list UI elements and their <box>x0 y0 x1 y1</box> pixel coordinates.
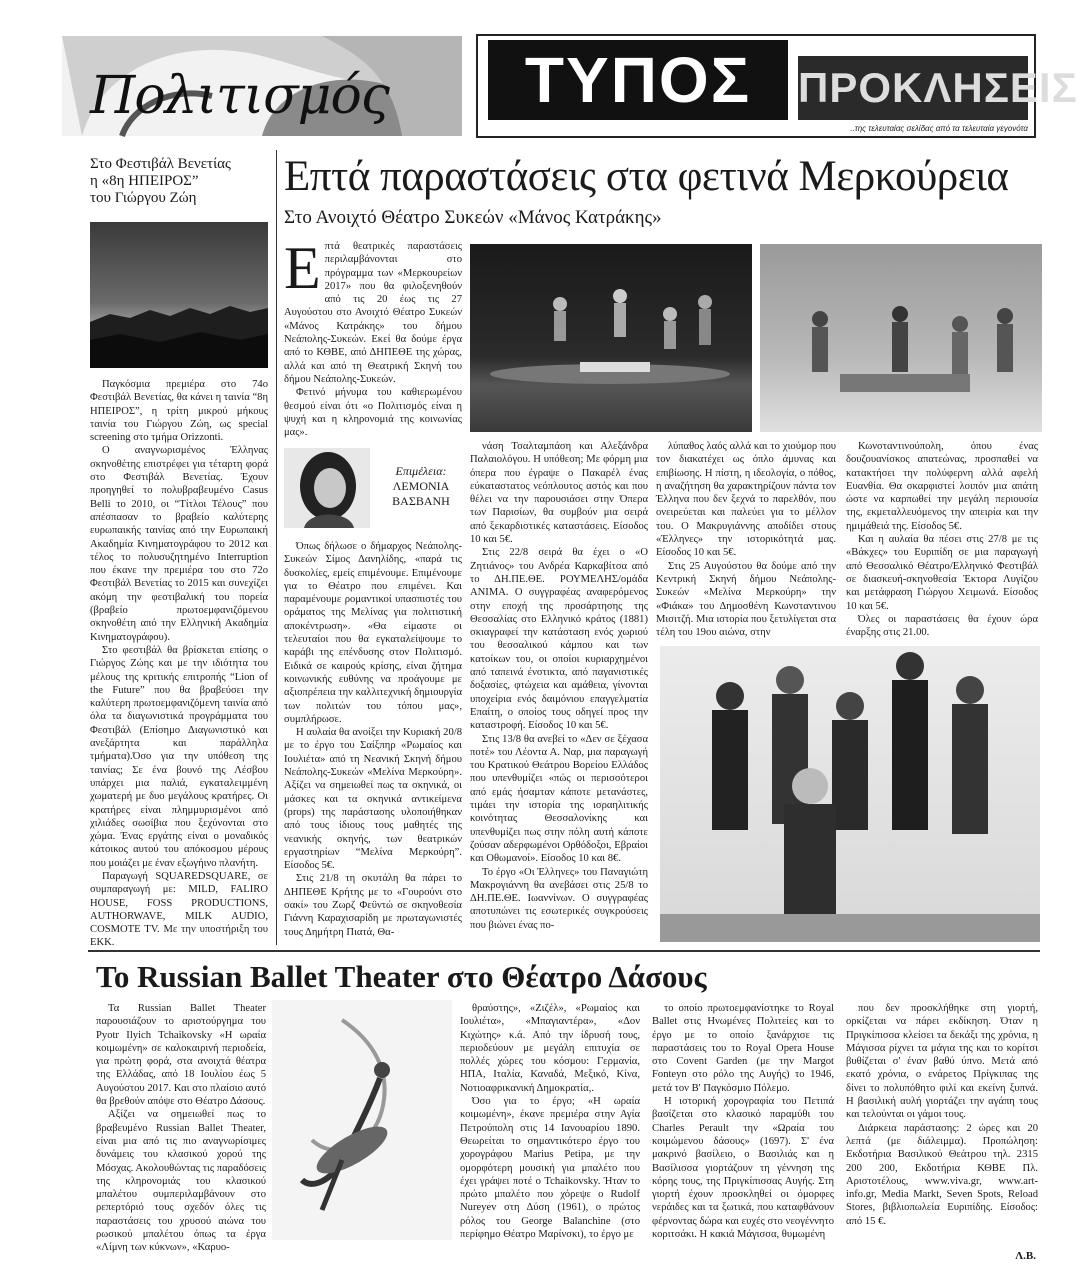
side-title <box>90 156 270 207</box>
side-title-line: του Γιώργου Ζώη <box>90 190 197 206</box>
side-paragraph: Παγκόσμια πρεμιέρα στο 74ο Φεστιβάλ Βενετίας, θα κάνει η ταινία “8η ΗΠΕΙΡΟΣ”, η τρίτη μικρού μήκους ταινία του Γιώργου Ζώη, ως special screening στο τμήμα Orizzonti. <box>90 379 268 444</box>
dancer-graphic <box>272 1000 452 1240</box>
ballet-col-1 <box>96 1002 266 1272</box>
main-paragraph: Και η αυλαία θα πέσει στις 27/8 με τις «Βάκχες» του Ευριπίδη σε μια παραγωγή από Θεσσαλικό Θέατρο/Ελληνικό Φεστιβάλ σε διασκευή-σκηνοθεσία Έκτορα Λυγίζου και μετάφραση Γιώργου Χειμωνά. Είσοδος 10 και 5€. <box>846 534 1038 612</box>
rehearsal-photo-2 <box>760 244 1042 432</box>
ballet-col-3 <box>652 1002 834 1272</box>
main-intro <box>284 235 462 440</box>
actors-graphic <box>470 244 752 432</box>
main-paragraph: Στις 25 Αυγούστου θα δούμε από την Κεντρική Σκηνή δήμου Νεάπολης-Συκεών «Μελίνα Μερκούρη» την «Φιάκα» του Δημοσθένη Κωνσταντινου Μισιτζή. Μια ιστορία που ξετυλίγεται στα τέλη του 19ου αιώνα, στην <box>656 560 836 639</box>
byline-name: ΒΑΣΒΑΝΗ <box>392 494 450 508</box>
main-paragraph: Η αυλαία θα ανοίξει την Κυριακή 20/8 με το έργο του Σαίξπηρ «Ρωμαίος και Ιουλιέτα» από τη Νεανική Σκηνή δήμου Νεάπολης-Συκεών «Μελίνα Μερκούρη». Αξίζει να σημειωθεί πως τα σκηνικά, οι μάσκες και τα σκηνικά αντικείμενα (props) της παράστασης υλοποιήθηκαν από τους ίδιους τους μαθητές της νεανικής σκηνής, των θεατρικών εργαστηρίων “Μελίνα Μερκούρη”. Είσοδος 5€. <box>284 727 462 872</box>
portrait-graphic <box>284 448 370 528</box>
side-article-body <box>90 378 268 949</box>
ballet-paragraph: Διάρκεια παράστασης: 2 ώρες και 20 λεπτά (με διάλειμμα). Προπώληση: Εκδοτήρια Βασιλικού Θεάτρου τηλ. 2315 200 200, Εκδοτήρια ΚΘΒΕ Πλ. Αριστοτέλους, www.viva.gr, www.art-info.gr, Media Markt, Seven Spots, Reload Stores, βιβλιοπωλεία Ευριπίδης. Είσοδος: από 15 €. <box>846 1122 1038 1227</box>
tagline: ..της τελευταίας σελίδας από τα τελευταία γεγονότα <box>850 124 1028 133</box>
side-paragraph: Στο φεστιβάλ θα βρίσκεται επίσης ο Γιώργος Ζώης και με την ιδιότητα του μέλους της κριτικής επιτροπής “Lion of the Future” που θα βραβεύσει την καλύτερη πρωτοεμφανιζόμενη ταινία από όλα τα διαγωνιστικά προγράμματα του Φεστιβάλ (Επίσημο Διαγωνιστικό και ανεξάρτητα και παράλληλα τμήματα).Όσο για την υπόθεση της ταινίας; Σε ένα βουνό της Λέσβου υπάρχει μια παλιά, εγκαταλειμμένη χωματερή με δυο μεγάλους κρατήρες. Οι κρατήρες είναι πλημμυρισμένοι από χιλιάδες σωσίβια που ξεχύνονται στο χώμα. Ένας εργάτης είναι ο μοναδικός κάτοικος αυτού του απόκοσμου μέρους που μοιάζει με έναν εξωγήινο πλανήτη. <box>90 644 268 869</box>
byline-name: ΛΕΜΟΝΙΑ <box>392 479 450 493</box>
main-paragraph: νάση Τσαλταμπάση και Αλεξάνδρα Παλαιολόγου. Η υπόθεση; Με φόρμη μια όπερα που έγραψε ο Πακαρέλ ένας εύκαταστατος νεόπλουτος αστός και που θέλει να την παρουσιάσει στην Όπερα των Παρισίων, θα συμβούν μια σειρά από ξεκαρδιστικές καταστάσεις. Είσοδος 10 και 5€. <box>470 441 648 546</box>
main-col-2 <box>470 440 648 940</box>
section-banner <box>62 36 462 136</box>
ballet-headline: Το Russian Ballet Theater στο Θέατρο Δάσους <box>96 959 707 994</box>
main-col-1 <box>284 540 462 940</box>
ballet-col-2 <box>460 1002 640 1272</box>
cast-photo <box>660 646 1040 942</box>
main-col-3 <box>656 440 836 660</box>
main-paragraph: Όλες οι παραστάσεις θα έχουν ώρα έναρξης στις 21.00. <box>846 613 1038 639</box>
main-subhead: Στο Ανοιχτό Θέατρο Συκεών «Μάνος Κατράκης» <box>284 207 662 228</box>
ballet-paragraph: Η ιστορική χορογραφία του Πετιπά βασίζεται στο κλασικό παραμύθι του Charles Perault την «Ωραία του κοιμώμενου δάσους» (1697). Σ' ένα μακρινό βασίλειο, ο Βασιλιάς και η Βασίλισσα γιορτάζουν τη γέννηση της κόρης τους, της Πριγκίπισσας Αυγής. Στη γιορτή έχουν προσκληθεί οι όμορφες νεράιδες και τα ξωτικά, που καταφθάνουν φέρνοντας δώρα και ευχές στο νεογέννητο κοριτσάκι. Η κακιά Μάγισσα, θυμωμένη <box>652 1096 834 1241</box>
drop-cap: Ε <box>284 235 321 301</box>
landscape-graphic <box>90 222 268 368</box>
paper-name: ΤΥΠΟΣ <box>488 40 788 120</box>
performers-graphic <box>760 244 1042 432</box>
ballet-paragraph: Όσο για το έργο; «Η ωραία κοιμωμένη», έκανε πρεμιέρα στην Αγία Πετρούπολη στις 14 Ιανουαρίου 1890. Θεωρείται το σημαντικότερο έργο του χορογράφου Marius Petipa, με την ομορφότερη μουσική για μπαλέτο που έχει γράψει ποτέ ο Tchaikovsky. Ήταν το πρώτο μπαλέτο που χόρεψε ο Rudolf Nureyev στη Δύση (1961), ο πρώτος ρόλος του George Balanchine (στο περίφημο Θέατρο Μαρίνσκι), το έργο με <box>460 1096 640 1241</box>
ballet-paragraph: Αξίζει να σημειωθεί πως το βραβευμένο Russian Ballet Theater, είναι μια από τις πιο αναγνωρίσιμες δυνάμεις του κλασικού χορού της Μόσχας. Ακολουθώντας τις παραδόσεις της κληρονομιάς του κλασικού μπαλέτου συμπεριλαμβάνουν στο ρεπερτόριό τους σχεδόν όλες τις παραστάσεις του χρυσού αιώνα του ρωσικού μπαλέτου όπως τα έργα «Λίμνη των κύκνων», «Καρυο- <box>96 1109 266 1254</box>
main-col-4 <box>846 440 1038 660</box>
banner-label: ΠΡΟΚΛΗΣΕΙΣ <box>798 56 1028 120</box>
ballet-paragraph: Τα Russian Ballet Theater παρουσιάζουν το αριστούργημα του Pyotr Ilyich Tchaikovsky «Η ωραία κοιμωμένη» σε καλοκαιρινή περιοδεία, για πρώτη φορά, στα ανοιχτά θέατρα της Ελλάδας, από 18 Ιουλίου έως 5 Αυγούστου 2017. Και στο πλαίσιο αυτό θα βρεθούν απόψε στο Θέατρο Δάσους. <box>96 1003 266 1108</box>
section-title: Πολιτισμός <box>90 66 389 126</box>
ballet-dancer-photo <box>272 1000 452 1240</box>
section-divider <box>88 950 1040 952</box>
side-title-line: η «8η ΗΠΕΙΡΟΣ” <box>90 173 199 189</box>
side-title-line: Στο Φεστιβάλ Βενετίας <box>90 156 231 172</box>
masthead-box <box>476 34 1078 138</box>
ballet-paragraph: το οποίο πρωτοεμφανίστηκε το Royal Ballet στις Ηνωμένες Πολιτείες και το έργο με το οποίο ξανάρχισε τις παραστάσεις του το Royal Opera House στο Covent Garden (με την Margot Fonteyn στο ρόλο της Αυγής) το 1946, μετά τον Β' Παγκόσμιο Πόλεμο. <box>652 1003 834 1094</box>
film-still-photo <box>90 222 268 368</box>
main-paragraph: Στις 13/8 θα ανεβεί το «Δεν σε ξέχασα ποτέ» του Λέοντα Α. Ναρ, μια παραγωγή του Κρατικού Θεάτρου Βορείου Ελλάδος που υπενθυμίζει «πώς οι περισσότεροι από εμάς ήσαμταν κάποτε μετανάστες, τιμάει την ιστορία της ισραηλιτικής κοινότητας Θεσσαλονίκης και υπενθυμίζει πως στην πόλη αυτή κάποτε ζούσαν αδερφωμένοι Ορθόδοξοι, Εβραίοι και Οθωμανοί». Είσοδος 10 και 8€. <box>470 733 648 865</box>
ballet-paragraph: που δεν προσκλήθηκε στη γιορτή, ορκίζεται να πάρει εκδίκηση. Όταν η Πριγκίπισσα κλείσει τα δεκάξι της χρόνια, η Μάγισσα ρίχνει τα μάγια της και το κορίτσι βυθίζεται σ' έναν βαθύ ύπνο. Μετά από εκατό χρόνια, ο ενάρετος Πρίγκιπας της δίνει το πολυπόθητο φιλί και εκείνη ξυπνά. Η βασιλική αυλή γιορτάζει την αγάπη τους και τελούνται οι γάμοι τους. <box>846 1003 1038 1121</box>
byline-label: Επιμέλεια: <box>395 464 447 478</box>
main-paragraph: Το έργο «Οι Έλληνες» του Παναγιώτη Μακρογιάννη θα ανεβάσει στις 25/8 το ΔΗ.ΠΕ.ΘΕ. Ιωαννίνων. Ο συγγραφέας αποτυπώνει τις εσωτερικές συγκρούσεις που βιώνει ένας πο- <box>470 866 648 931</box>
main-paragraph: Στις 22/8 σειρά θα έχει ο «Ο Ζητιάνος» του Ανδρέα Καρκαβίτσα από το ΔΗ.ΠΕ.ΘΕ. ΡΟΥΜΕΛΗΣ/ομάδα ΑΝΙΜΑ. Ο συγγραφέας αναφερόμενος στην εποχή της προσάρτησης της Θεσσαλίας στο Ελληνικό κράτος (1881) σκιαγραφεί την κατάσταση ενός χωριού του θεσσαλικού κάμπου και των κατοίκων του, οι οποίοι κυριαρχημένοι από ταπεινά ένστικτα, από παγανιστικές δοξασίες, φτώχεια και αμάθεια, γίνονται υποχείρια ενός δαιμόνιου επαγγελματία Επαίτη, ο οποίος τους οδηγεί προς την καταστροφή. Είσοδος 10 και 5€. <box>470 547 648 732</box>
main-paragraph: Όπως δήλωσε ο δήμαρχος Νεάπολης-Συκεών Σίμος Δανηλίδης, «παρά τις δυσκολίες, εμείς επιμένουμε. Επιμένουμε για το Θέατρο που επιμένει. Και παραμένουμε ρομαντικοί υπασπιστές του οράματος της Μελίνας για πολιτιστική αποκέντρωση». «Θα είμαστε οι τελευταίοι που θα εγκαταλείψουμε το καράβι της επένδυσης στον Πολιτισμό. Ειδικά σε καιρούς κρίσης, είναι ζήτημα κοινωνικής ευθύνης να προάγουμε με αξιοπρέπεια την καλλιτεχνική δημιουργία των πολιτών του τόπου μας», συμπλήρωσε. <box>284 541 462 725</box>
intro-paragraph: Φετινό μήνυμα του καθιερωμένου θεσμού είναι ότι «ο Πολιτισμός είναι η ψυχή και η κληρονομιά της κοινωνίας μας». <box>284 387 462 439</box>
ballet-paragraph: θραύστης», «Ζιζέλ», «Ρωμαίος και Ιουλιέτα», «Μπαγιαντέρα», «Δον Κιχώτης» κ.ά. Από την ίδρυσή τους, περιοδεύουν με μεγάλη επιτυχία σε πολλές χώρες του κόσμου: Γερμανία, ΗΠΑ, Ιταλία, Καναδά, Μεξικό, Κίνα, Νοτιοαφρικανική Δημοκρατία,. <box>460 1003 640 1094</box>
side-paragraph: Παραγωγή SQUAREDSQUARE, σε συμπαραγωγή με: MILD, FALIRO HOUSE, FOSS PRODUCTIONS, AUTHORWAVE, MILK AUDIO, COSMOTE TV. Με την υποστήριξη του ΕΚΚ. <box>90 870 268 949</box>
rehearsal-photo-1 <box>470 244 752 432</box>
column-rule <box>276 150 277 945</box>
intro-text: πτά θεατρικές παραστάσεις περιλαμβάνονται στο πρόγραμμα των «Μερκουρείων 2017» που θα φιλοξενηθούν από τις 20 έως τις 27 Αυγούστου στο Ανοιχτό Θέατρο Συκεών «Μάνος Κατράκης» του δήμου Νεάπολης-Συκεών. Εκεί θα δούμε έργα από το ΚΘΒΕ, από ΔΗΠΕΘΕ της χώρας, αλλά και από τη Θεατρική Σκηνή του δήμου Νεάπολης-Συκεών. <box>284 241 462 385</box>
main-paragraph: Κωνσταντινούπολη, όπου ένας δουζουανίσκος απατεώνας, προσπαθεί να κατακτήσει την πολύφερνη αλλά αφελή Ευανθία. Θα σκαρφιστεί λοιπόν μια απάτη ώστε να καρπωθεί την μεγάλη περιουσία της, εκμεταλλευόμενος την απειρία και την ημιμάθειά της. Είσοδος 5€. <box>846 441 1038 532</box>
main-headline: Επτά παραστάσεις στα φετινά Μερκούρεια <box>284 153 1009 200</box>
main-paragraph: Στις 21/8 τη σκυτάλη θα πάρει το ΔΗΠΕΘΕ Κρήτης με το «Γουρούνι στο σακί» του Ζωρζ Φεϋντώ σε σκηνοθεσία Γιάννη Καραχισαρίδη με πρωταγωνιστές τους Δημήτρη Πιατά, Θα- <box>284 873 462 938</box>
ballet-col-4 <box>846 1002 1038 1252</box>
byline <box>376 464 466 509</box>
main-paragraph: λύπαθος λαός αλλά και το χιούμορ που τον διακατέχει ως όπλο άμυνας και επιβίωσης. Η πίστη, η ιδεολογία, ο πόθος, η αναζήτηση θα χαρακτηρίζουν πάντα τον Έλληνα που δεν ξεχνά το παρελθόν, που ονειρεύεται και παλεύει για το μέλλον του. Ο Μακρυγιάννης αποδίδει στους «Έλληνες» την ιστορικότητά μας. Είσοδος 10 και 5€. <box>656 441 836 559</box>
side-paragraph: Ο αναγνωρισμένος Έλληνας σκηνοθέτης επιστρέφει για τέταρτη φορά στο Φεστιβάλ Βενετίας. Έχουν προηγηθεί το πολυβραβευμένο Casus Belli το 2010, οι “Τίτλοι Τέλους” που απέσπασαν το βραβείο καλύτερης ευρωπαικής ταινίας από την Ευρωπαική Ακαδημία Κινηματογράφου το 2012 και τέλος το πολυσυζητημένο Interruption που έκανε την πρεμιέρα του στο 72ο Φεστιβάλ Βενετίας το 2015 και συνεχίζει ακόμη την φεστιβαλική του πορεία (βραβείο πρωτοεμφανιζόμενου σκηνοθέτη από την Ελληνική Ακαδημία Κινηματογράφου). <box>90 445 268 643</box>
signature: Λ.Β. <box>1015 1250 1036 1262</box>
editor-portrait <box>284 448 370 528</box>
cast-graphic <box>660 646 1040 942</box>
